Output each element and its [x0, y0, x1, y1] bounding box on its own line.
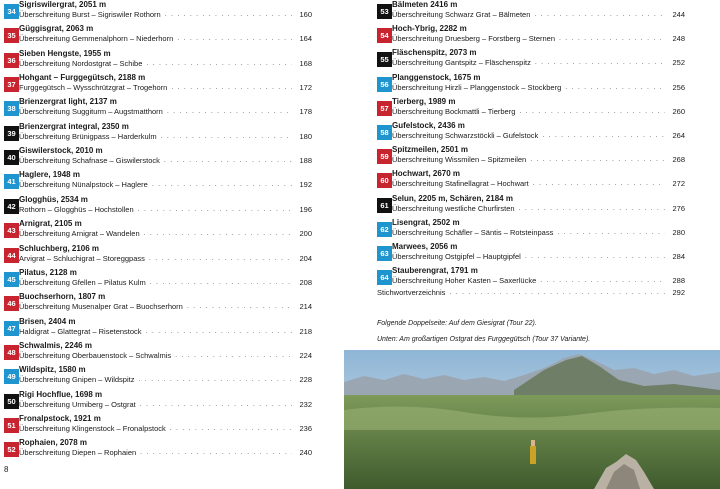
toc-entry[interactable]	[377, 24, 685, 48]
dot-leader	[557, 228, 665, 238]
tour-number-badge: 43	[4, 223, 19, 238]
tour-title: Buochserhorn, 1807 m	[19, 292, 106, 302]
tour-page: 248	[672, 34, 685, 44]
toc-entry[interactable]	[4, 268, 312, 292]
tour-title: Bälmeten 2416 m	[392, 0, 458, 9]
caption-2: Unten: Am großartigen Ostgrat des Furggegütsch (Tour 37 Variante).	[377, 336, 591, 343]
tour-route: Überschreitung Wissmilen – Spitzmeilen	[392, 155, 527, 165]
tour-title: Spitzmeilen, 2501 m	[392, 145, 469, 155]
toc-entry[interactable]	[377, 242, 685, 266]
tour-title: Brienzergrat light, 2137 m	[19, 97, 117, 107]
tour-page: 288	[672, 276, 685, 286]
dot-leader	[161, 132, 292, 142]
tour-subtitle-line	[19, 156, 312, 166]
tour-page: 168	[299, 58, 312, 68]
tour-route: Überschreitung Nordostgrat – Schibe	[19, 58, 143, 68]
toc-entry[interactable]	[377, 169, 685, 193]
tour-subtitle-line	[19, 448, 312, 458]
tour-page: 260	[672, 106, 685, 116]
tour-title: Rigi Hochflue, 1698 m	[19, 389, 103, 399]
toc-entry[interactable]	[4, 438, 312, 462]
tour-route: Überschreitung Gemmenalphorn – Niederhorn	[19, 34, 174, 44]
tour-number-badge: 52	[4, 442, 19, 457]
tour-route: Überschreitung Urmiberg – Ostgrat	[19, 399, 136, 409]
toc-entry[interactable]	[4, 365, 312, 389]
tour-title: Tierberg, 1989 m	[392, 96, 456, 106]
tour-number-badge: 56	[377, 77, 392, 92]
toc-entry[interactable]	[4, 73, 312, 97]
tour-page: 204	[299, 253, 312, 263]
tour-number-badge: 47	[4, 321, 19, 336]
tour-subtitle-line	[19, 254, 312, 264]
tour-route: Rothorn – Glogghüs – Hochstollen	[19, 204, 134, 214]
tour-page: 236	[299, 423, 312, 433]
dot-leader	[149, 254, 292, 264]
tour-route: Überschreitung Gfellen – Pilatus Kulm	[19, 277, 146, 287]
tour-subtitle-line	[19, 229, 312, 239]
tour-subtitle-line	[19, 302, 312, 312]
dot-leader	[535, 58, 665, 68]
tour-number-badge: 62	[377, 222, 392, 237]
toc-entry[interactable]	[4, 146, 312, 170]
tour-subtitle-line	[392, 179, 685, 189]
tour-number-badge: 49	[4, 369, 19, 384]
tour-route: Überschreitung Schwarzstöckli – Gufelstock	[392, 131, 539, 140]
tour-page: 240	[299, 448, 312, 458]
tour-page: 164	[299, 34, 312, 44]
toc-entry[interactable]	[377, 97, 685, 121]
tour-subtitle-line	[392, 155, 685, 165]
tour-route: Überschreitung westliche Churfirsten	[392, 203, 515, 213]
tour-subtitle-line	[392, 228, 685, 238]
index-label: Stichwortverzeichnis	[377, 288, 446, 297]
dot-leader	[138, 375, 292, 385]
dot-leader	[530, 155, 665, 165]
tour-subtitle-line	[392, 131, 685, 141]
tour-route: Überschreitung Oberbauenstock – Schwalmis	[19, 350, 172, 360]
tour-number-badge: 48	[4, 345, 19, 360]
tour-route: Haldigrat – Glattegrat – Risetenstock	[19, 326, 142, 336]
tour-subtitle-line	[19, 180, 312, 190]
dot-leader	[140, 448, 292, 458]
tour-number-badge: 53	[377, 4, 392, 19]
tour-title: Gufelstock, 2436 m	[392, 121, 465, 130]
tour-route: Überschreitung Gnipen – Wildspitz	[19, 375, 135, 385]
dot-leader	[540, 276, 665, 286]
toc-entry[interactable]	[377, 0, 685, 24]
toc-entry[interactable]	[4, 24, 312, 48]
dot-leader	[171, 83, 292, 93]
tour-title: Fronalpstock, 1921 m	[19, 413, 101, 423]
tour-page: 264	[672, 131, 685, 140]
tour-route: Überschreitung Diepen – Rophaien	[19, 448, 137, 458]
tour-route: Überschreitung Druesberg – Forstberg – Sternen	[392, 34, 556, 44]
tour-route: Überschreitung Klingenstock – Fronalpstock	[19, 423, 166, 433]
tour-subtitle-line	[19, 400, 312, 410]
tour-title: Wildspitz, 1580 m	[19, 365, 86, 375]
tour-title: Fläschenspitz, 2073 m	[392, 48, 477, 58]
tour-page: 268	[672, 155, 685, 165]
tour-number-badge: 37	[4, 77, 19, 92]
tour-page: 208	[299, 277, 312, 287]
tour-page: 172	[299, 83, 312, 93]
tour-number-badge: 60	[377, 173, 392, 188]
tour-number-badge: 41	[4, 174, 19, 189]
tour-title: Pilatus, 2128 m	[19, 267, 77, 277]
tour-route: Überschreitung Hirzli – Planggenstock – Stockberg	[392, 82, 562, 92]
tour-title: Hochwart, 2670 m	[392, 169, 461, 179]
tour-title: Glogghüs, 2534 m	[19, 194, 88, 204]
tour-route: Überschreitung Bockmattli – Tierberg	[392, 106, 516, 116]
toc-entry[interactable]	[4, 219, 312, 243]
tour-title: Sigriswilergrat, 2051 m	[19, 0, 107, 9]
tour-subtitle-line	[392, 58, 685, 68]
tour-route: Überschreitung Brünigpass – Harderkulm	[19, 131, 157, 141]
dot-leader	[542, 131, 665, 141]
tour-route: Überschreitung Ostgipfel – Hauptgipfel	[392, 252, 521, 261]
tour-number-badge: 35	[4, 28, 19, 43]
dot-leader	[559, 34, 665, 44]
tour-subtitle-line	[19, 375, 312, 385]
toc-entry[interactable]	[377, 48, 685, 72]
tour-page: 160	[299, 10, 312, 19]
tour-route: Überschreitung Burst – Sigriswiler Rothorn	[19, 10, 161, 19]
toc-entry[interactable]	[4, 341, 312, 365]
toc-entry[interactable]	[377, 218, 685, 242]
toc-entry[interactable]	[4, 97, 312, 121]
tour-title: Stauberengrat, 1791 m	[392, 266, 478, 276]
tour-page: 196	[299, 204, 312, 214]
dot-leader	[533, 179, 665, 189]
tour-route: Überschreitung Gantspitz – Fläschenspitz	[392, 58, 531, 68]
tour-subtitle-line	[19, 278, 312, 288]
tour-page: 280	[672, 227, 685, 237]
dot-leader	[187, 302, 292, 312]
tour-subtitle-line	[19, 34, 312, 44]
caption-1: Folgende Doppelseite: Auf dem Giesigrat (Tour 22).	[377, 320, 537, 327]
tour-number-badge: 54	[377, 28, 392, 43]
dot-leader	[150, 278, 292, 288]
tour-title: Selun, 2205 m, Schären, 2184 m	[392, 193, 513, 203]
toc-entry[interactable]	[4, 244, 312, 268]
tour-subtitle-line	[19, 10, 312, 20]
toc-entry[interactable]	[377, 73, 685, 97]
page-number: 8	[4, 465, 9, 474]
tour-page: 192	[299, 180, 312, 190]
tour-title: Brisen, 2404 m	[19, 316, 76, 326]
toc-entry[interactable]	[4, 390, 312, 414]
tour-route: Überschreitung Schäfler – Säntis – Rotsteinpass	[392, 227, 554, 237]
dot-leader	[146, 327, 292, 337]
tour-subtitle-line	[19, 132, 312, 142]
tour-title: Rophaien, 2078 m	[19, 438, 88, 448]
toc-entry[interactable]	[4, 414, 312, 438]
tour-title: Arnigrat, 2105 m	[19, 219, 82, 229]
tour-number-badge: 64	[377, 270, 392, 285]
tour-page: 228	[299, 375, 312, 385]
tour-page: 276	[672, 203, 685, 213]
tour-page: 224	[299, 350, 312, 360]
toc-entry[interactable]	[4, 195, 312, 219]
tour-title: Schluchberg, 2106 m	[19, 243, 100, 253]
tour-number-badge: 51	[4, 418, 19, 433]
toc-entry[interactable]	[4, 170, 312, 194]
tour-route: Überschreitung Hoher Kasten – Saxerlücke	[392, 276, 537, 286]
tour-page: 178	[299, 107, 312, 117]
tour-subtitle-line	[392, 252, 685, 262]
tour-subtitle-line	[19, 327, 312, 337]
tour-subtitle-line	[19, 351, 312, 361]
tour-route: Überschreitung Suggiturm – Augstmatthorn	[19, 107, 163, 117]
tour-route: Furggegütsch – Wysschrützgrat – Trogehorn	[19, 83, 168, 93]
tour-title: Hoch-Ybrig, 2282 m	[392, 24, 467, 34]
tour-subtitle-line	[392, 83, 685, 93]
toc-entry[interactable]	[377, 121, 685, 145]
tour-page: 256	[672, 82, 685, 92]
tour-route: Überschreitung Schwarz Grat – Bälmeten	[392, 10, 531, 19]
toc-entry[interactable]	[377, 145, 685, 169]
tour-subtitle-line	[392, 204, 685, 214]
tour-title: Marwees, 2056 m	[392, 242, 458, 251]
tour-page: 214	[299, 302, 312, 312]
tour-page: 218	[299, 326, 312, 336]
tour-page: 252	[672, 58, 685, 68]
tour-subtitle-line	[19, 59, 312, 69]
tour-title: Giswilerstock, 2010 m	[19, 146, 103, 156]
dot-leader	[146, 59, 292, 69]
dot-leader	[138, 205, 292, 215]
tour-route: Überschreitung Musenalper Grat – Buochserhorn	[19, 302, 183, 312]
tour-subtitle-line	[392, 276, 685, 286]
dot-leader	[152, 180, 292, 190]
toc-entry[interactable]	[4, 0, 312, 24]
dot-leader	[519, 107, 665, 117]
dot-leader	[525, 252, 665, 262]
toc-entry[interactable]	[4, 292, 312, 316]
tour-subtitle-line	[19, 205, 312, 215]
toc-entry[interactable]	[4, 49, 312, 73]
tour-route: Arvigrat – Schluchigrat – Storeggpass	[19, 253, 145, 263]
toc-entry[interactable]	[4, 122, 312, 146]
tour-page: 200	[299, 229, 312, 239]
dot-leader	[165, 10, 292, 20]
tour-title: Schwalmis, 2246 m	[19, 340, 92, 350]
tour-number-badge: 55	[377, 52, 392, 67]
tour-subtitle-line	[19, 424, 312, 434]
tour-page: 244	[672, 10, 685, 19]
tour-title: Planggenstock, 1675 m	[392, 72, 481, 82]
dot-leader	[519, 204, 665, 214]
tour-number-badge: 58	[377, 125, 392, 140]
tour-title: Sieben Hengste, 1955 m	[19, 48, 111, 58]
tour-subtitle-line	[392, 10, 685, 20]
tour-subtitle-line	[19, 83, 312, 93]
tour-number-badge: 40	[4, 150, 19, 165]
tour-page: 188	[299, 156, 312, 166]
tour-number-badge: 34	[4, 4, 19, 19]
tour-route: Überschreitung Schafnase – Giswilerstock	[19, 156, 160, 166]
toc-entry[interactable]	[377, 266, 685, 290]
tour-number-badge: 57	[377, 101, 392, 116]
tour-number-badge: 44	[4, 248, 19, 263]
tour-number-badge: 39	[4, 126, 19, 141]
tour-route: Überschreitung Nünalpstock – Haglere	[19, 180, 148, 190]
tour-page: 284	[672, 252, 685, 261]
tour-page: 232	[299, 399, 312, 409]
tour-number-badge: 45	[4, 272, 19, 287]
tour-route: Überschreitung Stafinellagrat – Hochwart	[392, 179, 529, 189]
tour-number-badge: 59	[377, 149, 392, 164]
toc-entry[interactable]	[377, 194, 685, 218]
tour-title: Brienzergrat integral, 2350 m	[19, 121, 129, 131]
dot-leader	[170, 424, 292, 434]
tour-page: 180	[299, 131, 312, 141]
dot-leader	[534, 10, 665, 20]
tour-number-badge: 46	[4, 296, 19, 311]
tour-title: Hohgant – Furggegütsch, 2188 m	[19, 73, 146, 83]
tour-title: Lisengrat, 2502 m	[392, 217, 460, 227]
tour-number-badge: 63	[377, 246, 392, 261]
tour-page: 272	[672, 179, 685, 189]
tour-subtitle-line	[19, 107, 312, 117]
tour-title: Güggisgrat, 2063 m	[19, 24, 94, 34]
tour-route: Überschreitung Arnigrat – Wandelen	[19, 229, 140, 239]
tour-number-badge: 38	[4, 101, 19, 116]
dot-leader	[167, 107, 292, 117]
tour-number-badge: 50	[4, 394, 19, 409]
dot-leader	[164, 156, 292, 166]
tour-number-badge: 36	[4, 53, 19, 68]
dot-leader	[565, 83, 665, 93]
tour-title: Haglere, 1948 m	[19, 170, 80, 180]
dot-leader	[140, 400, 292, 410]
mountain-photo	[344, 350, 720, 489]
index-page: 292	[672, 288, 685, 297]
toc-entry[interactable]	[4, 317, 312, 341]
dot-leader	[144, 229, 292, 239]
tour-number-badge: 42	[4, 199, 19, 214]
tour-subtitle-line	[392, 34, 685, 44]
tour-subtitle-line	[392, 107, 685, 117]
tour-number-badge: 61	[377, 198, 392, 213]
dot-leader	[177, 34, 292, 44]
dot-leader	[175, 351, 292, 361]
